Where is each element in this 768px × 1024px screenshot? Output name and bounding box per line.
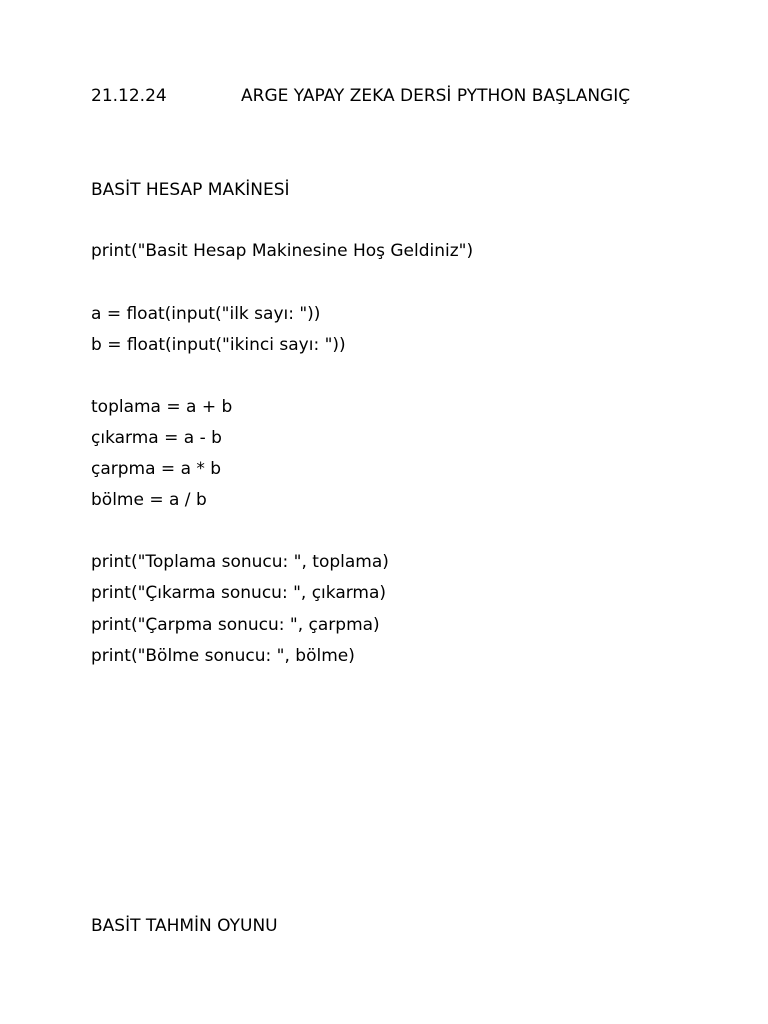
code-line: print("Basit Hesap Makinesine Hoş Geldiniz")	[91, 241, 474, 261]
code-line: print("Çıkarma sonucu: ", çıkarma)	[91, 583, 387, 603]
code-line: çarpma = a * b	[91, 459, 222, 479]
code-line: toplama = a + b	[91, 397, 233, 417]
header-date: 21.12.24	[91, 86, 167, 106]
code-line: print("Bölme sonucu: ", bölme)	[91, 646, 355, 666]
code-line: a = float(input("ilk sayı: "))	[91, 304, 321, 324]
section-title: BASİT TAHMİN OYUNU	[91, 916, 278, 936]
code-line: b = float(input("ikinci sayı: "))	[91, 335, 346, 355]
code-line: bölme = a / b	[91, 490, 207, 510]
code-line: print("Çarpma sonucu: ", çarpma)	[91, 615, 380, 635]
section-title: BASİT HESAP MAKİNESİ	[91, 180, 290, 200]
code-line: çıkarma = a - b	[91, 428, 222, 448]
code-line: print("Toplama sonucu: ", toplama)	[91, 552, 389, 572]
header-title: ARGE YAPAY ZEKA DERSİ PYTHON BAŞLANGIÇ	[241, 86, 631, 106]
